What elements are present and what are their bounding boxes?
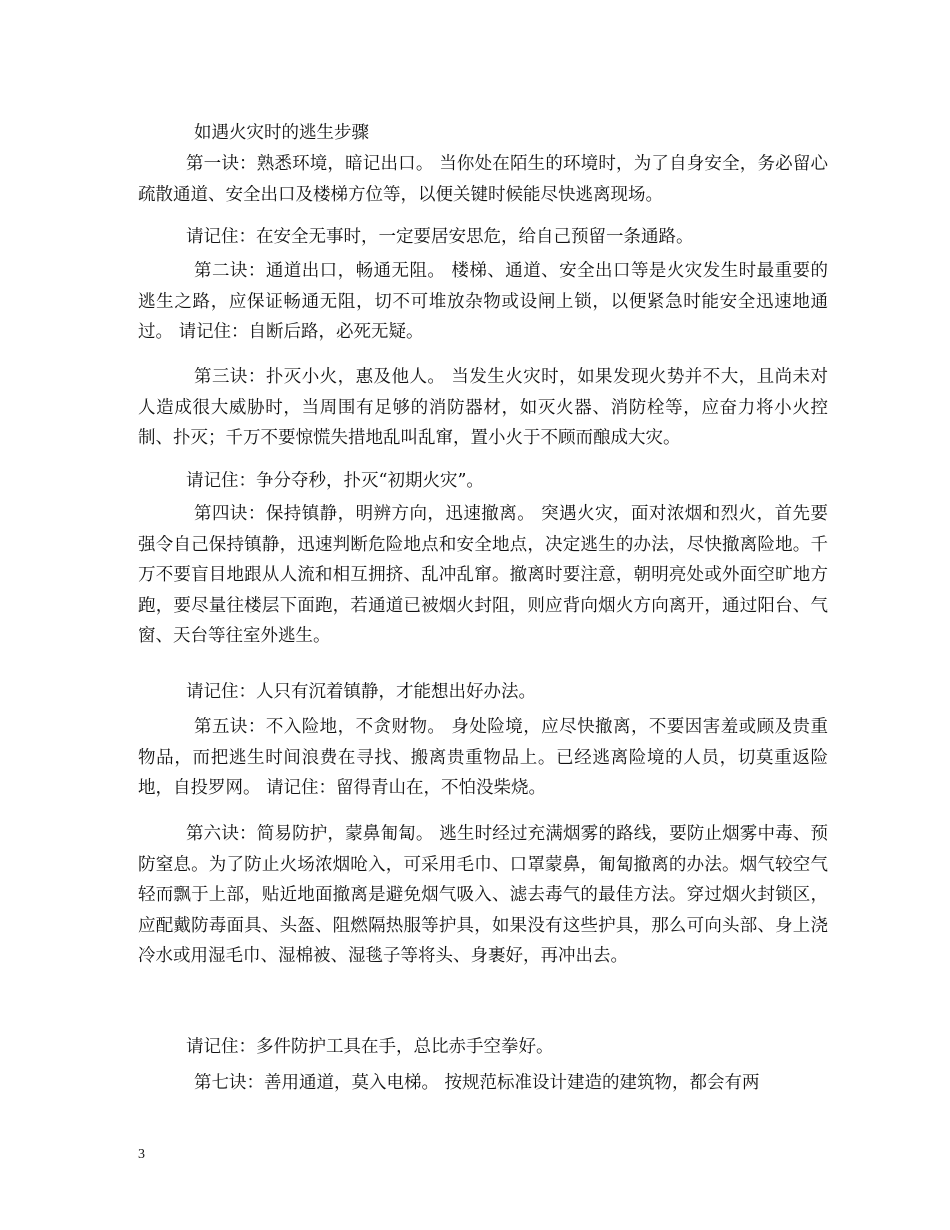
paragraph-remember-6: 请记住：多件防护工具在手，总比赤手空拳好。	[186, 1037, 554, 1057]
paragraph-rule-5: 第五诀：不入险地，不贪财物。 身处险境，应尽快撤离，不要因害羞或顾及贵重物品，而把逃生时间浪费在寻找、搬离贵重物品上。已经逃离险境的人员，切莫重返险地，自投罗网。 请记住：留得青山在，不怕没柴烧。	[138, 717, 828, 798]
paragraph-rule-3: 第三诀：扑灭小火，惠及他人。 当发生火灾时，如果发现火势并不大，且尚未对人造成很大威胁时，当周围有足够的消防器材，如灭火器、消防栓等，应奋力将小火控制、扑灭；千万不要惊慌失措地乱叫乱窜，置小火于不顾而酿成大灾。	[138, 367, 828, 448]
paragraph-remember-1: 请记住：在安全无事时，一定要居安思危，给自己预留一条通路。	[186, 227, 694, 247]
paragraph-remember-3: 请记住：争分夺秒，扑灭“初期火灾”。	[186, 471, 484, 491]
paragraph-rule-6: 第六诀：简易防护，蒙鼻匍匐。 逃生时经过充满烟雾的路线，要防止烟雾中毒、预防窒息。为了防止火场浓烟呛入，可采用毛巾、口罩蒙鼻，匍匐撤离的办法。烟气较空气轻而飘于上部，贴近地面撤离是避免烟气吸入、滤去毒气的最佳方法。穿过烟火封锁区，应配戴防毒面具、头盔、阻燃隔热服等护具，如果没有这些护具，那么可向头部、身上浇冷水或用湿毛巾、湿棉被、湿毯子等将头、身裹好，再冲出去。	[138, 824, 828, 966]
page-number: 3	[138, 1147, 145, 1162]
document-title: 如遇火灾时的逃生步骤	[194, 123, 369, 143]
paragraph-rule-7: 第七诀：善用通道，莫入电梯。 按规范标准设计建造的建筑物，都会有两	[194, 1073, 760, 1093]
paragraph-rule-1: 第一诀：熟悉环境，暗记出口。 当你处在陌生的环境时，为了自身安全，务必留心疏散通道、安全出口及楼梯方位等，以便关键时候能尽快逃离现场。	[138, 154, 828, 205]
paragraph-rule-2: 第二诀：通道出口，畅通无阻。 楼梯、通道、安全出口等是火灾发生时最重要的逃生之路，应保证畅通无阻，切不可堆放杂物或设闸上锁，以便紧急时能安全迅速地通过。 请记住：自断后路，必死无疑。	[138, 261, 828, 342]
paragraph-rule-4: 第四诀：保持镇静，明辨方向，迅速撤离。 突遇火灾，面对浓烟和烈火，首先要强令自己保持镇静，迅速判断危险地点和安全地点，决定逃生的办法，尽快撤离险地。千万不要盲目地跟从人流和相互拥挤、乱冲乱窜。撤离时要注意，朝明亮处或外面空旷地方跑，要尽量往楼层下面跑，若通道已被烟火封阻，则应背向烟火方向离开，通过阳台、气窗、天台等往室外逃生。	[138, 504, 828, 646]
paragraph-remember-4: 请记住：人只有沉着镇静，才能想出好办法。	[186, 682, 536, 702]
